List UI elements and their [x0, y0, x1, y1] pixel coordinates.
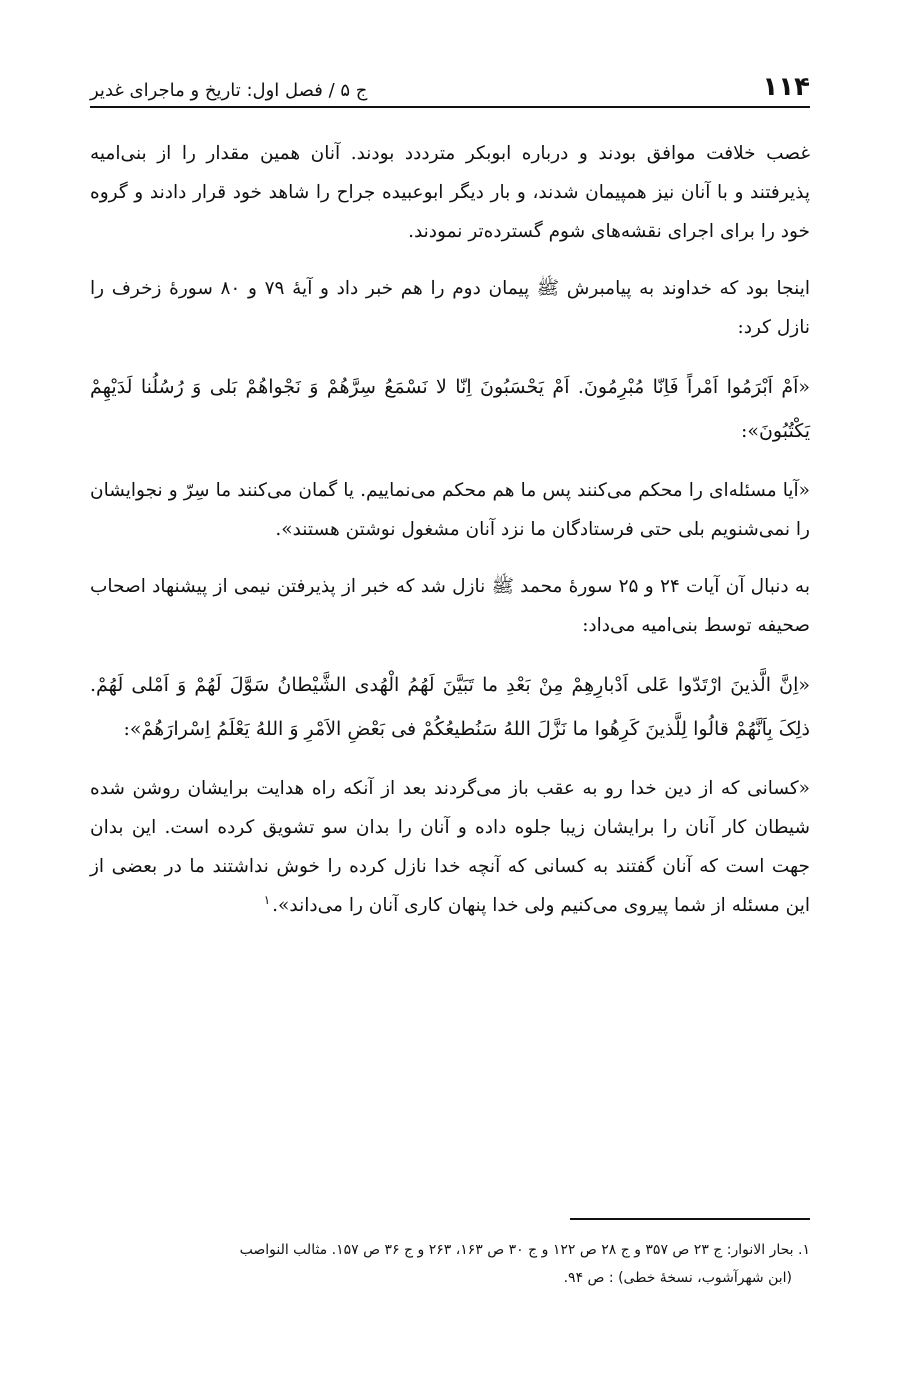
- verse-translation: [90, 769, 810, 925]
- footnote-line: (ابن شهرآشوب، نسخهٔ خطی) : ص ۹۴.: [563, 1270, 792, 1286]
- verse-translation-text: «کسانی که از دین خدا رو به عقب باز می‌گردند بعد از آنکه راه هدایت برایشان روشن شده شیطان کار آنان را برایشان زیبا جلوه داده و آنان را بدان سو تشویق کرده است. این بدان جهت است که آنان گفتند به کسانی که آنچه خدا نازل کرده را خوش نداشتند ما در بعضی از این مسئله از شما پیروی می‌کنیم ولی خدا پنهان کاری آنان را می‌داند».: [90, 778, 810, 916]
- running-head: [90, 60, 810, 108]
- page-number: ۱۱۴: [762, 72, 810, 102]
- quran-verse: «اِنَّ الَّذینَ ارْتَدّوا عَلی اَدْبارِهِمْ مِنْ بَعْدِ ما تَبَیَّنَ لَهُمُ الْهُدی الشَّیْطانُ سَوَّلَ لَهُمْ وَ اَمْلی لَهُمْ. ذلِکَ بِاَنَّهُمْ قالُوا لِلَّذینَ کَرِهُوا ما نَزَّلَ اللهُ سَنُطیعُکُمْ فی بَعْضِ الاَمْرِ وَ اللهُ یَعْلَمُ اِسْرارَهُمْ»:: [90, 674, 810, 740]
- paragraph: اینجا بود که خداوند به پیامبرش ﷺ پیمان دوم را هم خبر داد و آیهٔ ۷۹ و ۸۰ سورهٔ زخرف را نازل کرد:: [90, 278, 810, 338]
- body-text: [90, 134, 810, 925]
- footnote-reference[interactable]: ۱: [263, 892, 271, 907]
- footnote: [88, 1236, 810, 1292]
- footnote-divider: [570, 1218, 810, 1220]
- chapter-title: ج ۵ / فصل اول: تاریخ و ماجرای غدیر: [90, 80, 368, 101]
- page: [90, 60, 810, 943]
- paragraph: غصب خلافت موافق بودند و درباره ابوبکر مترددد بودند. آنان همین مقدار را از بنی‌امیه پذیرفتند و با آنان نیز همپیمان شدند، و بار دیگر ابوعبیده جراح را شاهد خود قرار دادند و گروه خود را برای اجرای نقشه‌های شوم گسترده‌تر نمودند.: [90, 143, 810, 242]
- quran-verse: «اَمْ اَبْرَمُوا اَمْراً فَاِنّا مُبْرِمُونَ. اَمْ یَحْسَبُونَ اِنّا لا نَسْمَعُ سِرَّهُمْ وَ نَجْواهُمْ بَلی وَ رُسُلُنا لَدَیْهِمْ یَکْتُبُونَ»:: [90, 376, 810, 442]
- verse-translation: «آیا مسئله‌ای را محکم می‌کنند پس ما هم محکم می‌نماییم. یا گمان می‌کنند ما سِرّ و نجوایشان را نمی‌شنویم بلی حتی فرستادگان ما نزد آنان مشغول نوشتن هستند».: [90, 480, 810, 540]
- footnote-line: ۱. بحار الانوار: ج ۲۳ ص ۳۵۷ و ج ۲۸ ص ۱۲۲ و ج ۳۰ ص ۱۶۳، ۲۶۳ و ج ۳۶ ص ۱۵۷. مثالب النواصب: [239, 1242, 810, 1258]
- paragraph: به دنبال آن آیات ۲۴ و ۲۵ سورهٔ محمد ﷺ نازل شد که خبر از پذیرفتن نیمی از پیشنهاد اصحاب صحیفه توسط بنی‌امیه می‌داد:: [90, 576, 810, 636]
